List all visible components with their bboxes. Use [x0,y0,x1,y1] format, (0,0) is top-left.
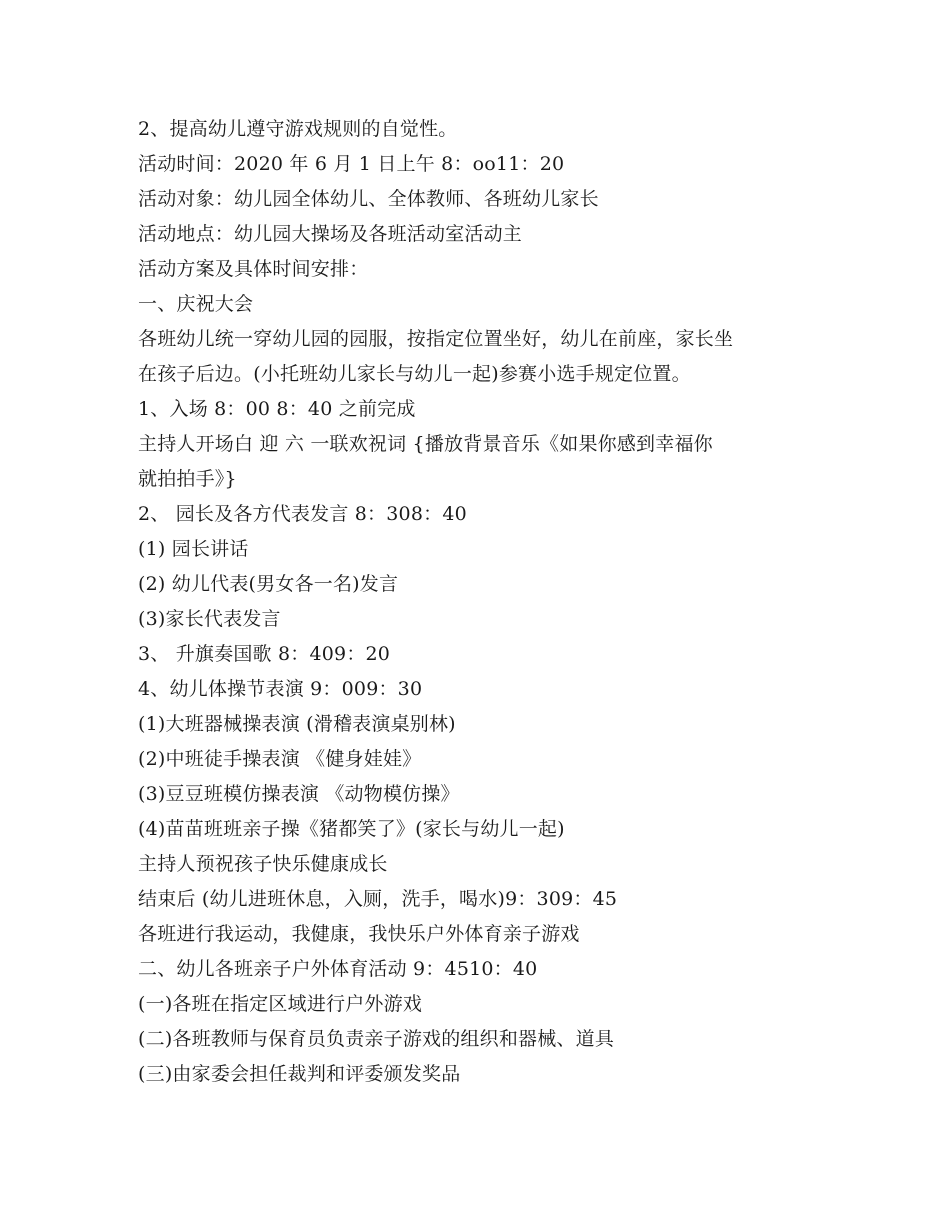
text-line: 3、 升旗奏国歌 8：409：20 [138,643,391,665]
text-line: 就拍拍手》} [138,468,237,490]
text-line: 1、入场 8：00 8：40 之前完成 [138,398,416,420]
text-line: (一)各班在指定区域进行户外游戏 [138,993,423,1015]
text-line: (3)家长代表发言 [138,608,281,630]
text-line: (1)大班器械操表演 (滑稽表演桌别林) [138,713,456,735]
text-line: (2)中班徒手操表演 《健身娃娃》 [138,748,422,770]
text-line: 活动方案及具体时间安排： [138,258,369,280]
text-line: 结束后 (幼儿进班休息，入厕，洗手，喝水)9：309：45 [138,888,618,910]
text-line: 4、幼儿体操节表演 9：009：30 [138,678,423,700]
text-line: 在孩子后边。(小托班幼儿家长与幼儿一起)参赛小选手规定位置。 [138,363,691,385]
text-line: (2) 幼儿代表(男女各一名)发言 [138,573,399,595]
section-heading: 一、庆祝大会 [138,293,254,315]
text-line: 2、提高幼儿遵守游戏规则的自觉性。 [138,118,458,140]
text-line: (二)各班教师与保育员负责亲子游戏的组织和器械、道具 [138,1028,615,1050]
document-body [138,112,828,1092]
text-line: 活动对象：幼儿园全体幼儿、全体教师、各班幼儿家长 [138,188,599,210]
text-line: (1) 园长讲话 [138,538,249,560]
text-line: 主持人开场白 迎 六 一联欢祝词 {播放背景音乐《如果你感到幸福你 [138,433,713,455]
text-line: (4)苗苗班班亲子操《猪都笑了》(家长与幼儿一起) [138,818,565,840]
text-line: 活动地点：幼儿园大操场及各班活动室活动主 [138,223,523,245]
text-line: 2、 园长及各方代表发言 8：308：40 [138,503,467,525]
text-line: (3)豆豆班模仿操表演 《动物模仿操》 [138,783,460,805]
text-line: 各班幼儿统一穿幼儿园的园服，按指定位置坐好，幼儿在前座，家长坐 [138,328,734,350]
text-line: 主持人预祝孩子快乐健康成长 [138,853,388,875]
text-line: (三)由家委会担任裁判和评委颁发奖品 [138,1063,461,1085]
section-heading: 二、幼儿各班亲子户外体育活动 9：4510：40 [138,958,538,980]
text-line: 活动时间：2020 年 6 月 1 日上午 8：oo11：20 [138,153,565,175]
text-line: 各班进行我运动，我健康，我快乐户外体育亲子游戏 [138,923,580,945]
